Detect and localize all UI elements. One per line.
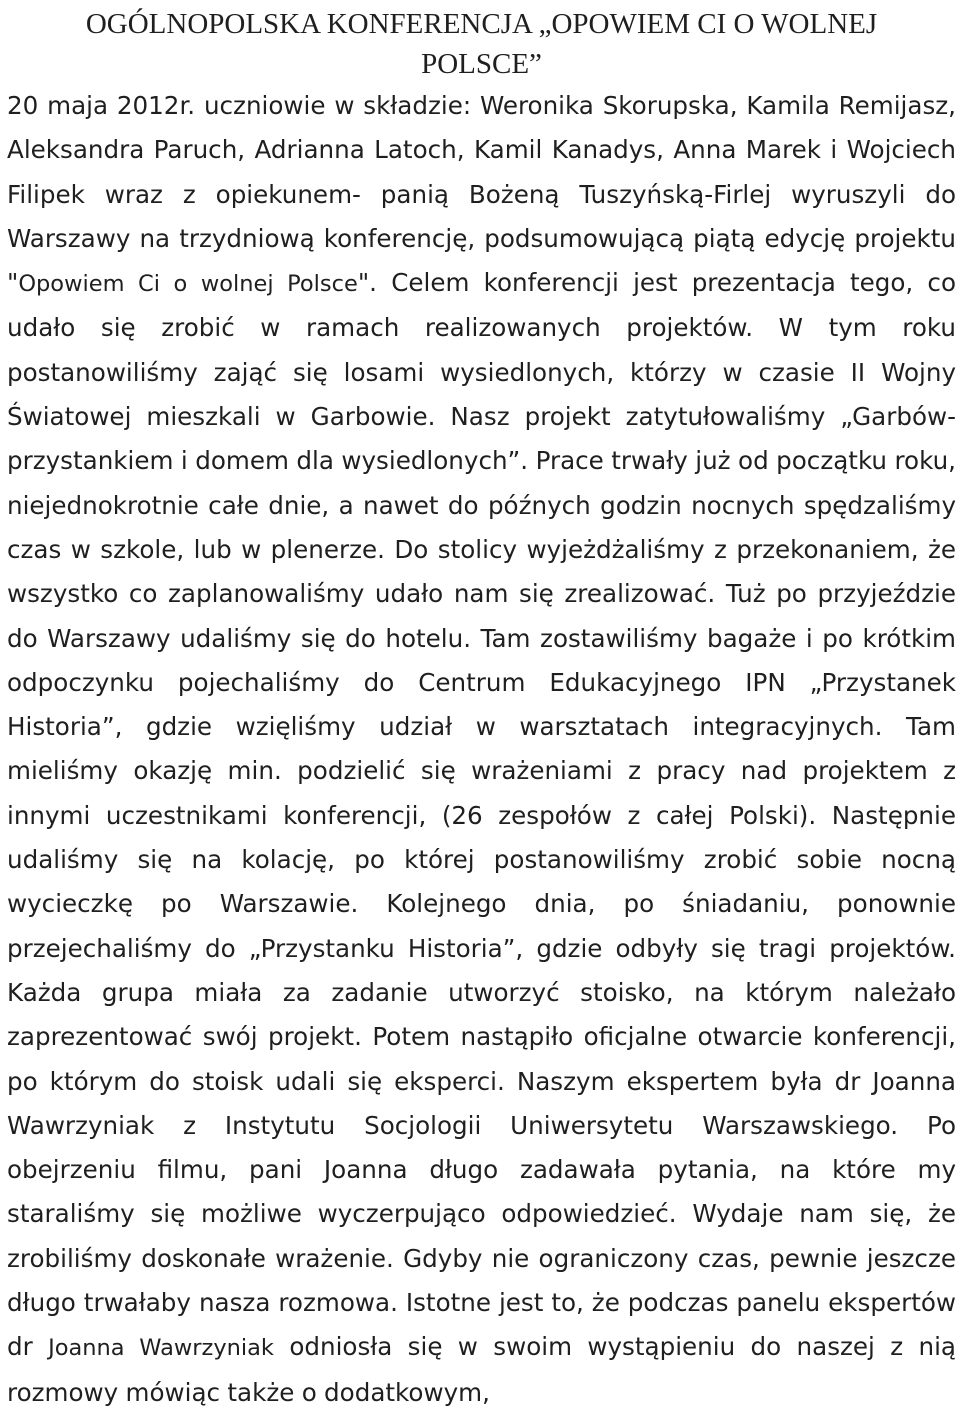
body-paragraph xyxy=(7,84,956,1415)
document-title xyxy=(7,4,956,84)
title-line-2: POLSCE” xyxy=(421,48,542,80)
paragraph-run: ". Celem konferencji jest prezentacja tego, co udało się zrobić w ramach realizowanych projektów. W tym roku postanowiliśmy zająć się losami wysiedlonych, którzy w czasie II Wojny Światowej mieszkali w Garbowie. Nasz projekt zatytułowaliśmy „Garbów- przystankiem i domem dla wysiedlonych”. Prace trwały już od początku roku, niejednokrotnie całe dnie, a nawet do późnych godzin nocnych spędzaliśmy czas w szkole, lub w plenerze. Do stolicy wyjeżdżaliśmy z przekonaniem, że wszystko co zaplanowaliśmy udało nam się zrealizować. Tuż po przyjeździe do Warszawy udaliśmy się do hotelu. Tam zostawiliśmy bagaże i po krótkim odpoczynku pojechaliśmy do Centrum Edukacyjnego IPN „Przystanek Historia”, gdzie wzięliśmy udział w warsztatach integracyjnych. Tam mieliśmy okazję min. podzielić się wrażeniami z pracy nad projektem z innymi uczestnikami konferencji, (26 zespołów z całej Polski). Następnie udaliśmy się na kolację, po której postanowiliśmy zrobić sobie nocną wycieczkę po Warszawie. Kolejnego dnia, po śniadaniu, ponownie przejechaliśmy do „Przystanku Historia”, gdzie odbyły się tragi projektów. Każda grupa miała za zadanie utworzyć stoisko, na którym należało zaprezentować swój projekt. Potem nastąpiło oficjalne otwarcie konferencji, po którym do stoisk udali się eksperci. Naszym ekspertem była dr Joanna Wawrzyniak z Instytutu Socjologii Uniwersytetu Warszawskiego. Po obejrzeniu filmu, pani Joanna długo zadawała pytania, na które my staraliśmy się możliwe wyczerpująco odpowiedzieć. Wydaje nam się, że zrobiliśmy doskonałe wrażenie. Gdyby nie ograniczony czas, pewnie jeszcze długo trwałaby nasza rozmowa. Istotne jest to, że podczas panelu ekspertów dr xyxy=(7,268,956,1362)
document-page xyxy=(7,4,956,1415)
expert-name-run: Joanna Wawrzyniak xyxy=(48,1335,274,1362)
title-line-1: OGÓLNOPOLSKA KONFERENCJA „OPOWIEM CI O WOLNEJ xyxy=(85,8,878,40)
paragraph-run: odniosła się w swoim wystąpieniu do naszej z nią rozmowy mówiąc także o dodatkowym, xyxy=(7,1332,956,1407)
project-name-run: Opowiem Ci o wolnej Polsce xyxy=(18,271,358,298)
paragraph-run: 20 maja 2012r. uczniowie w składzie: Weronika Skorupska, Kamila Remijasz, Aleksandra Paruch, Adrianna Latoch, Kamil Kanadys, Anna Marek i Wojciech Filipek wraz z opiekunem- panią Bożeną Tuszyńską-Firlej wyruszyli do Warszawy na trzydniową konferencję, podsumowującą piątą edycję projektu " xyxy=(7,91,956,298)
